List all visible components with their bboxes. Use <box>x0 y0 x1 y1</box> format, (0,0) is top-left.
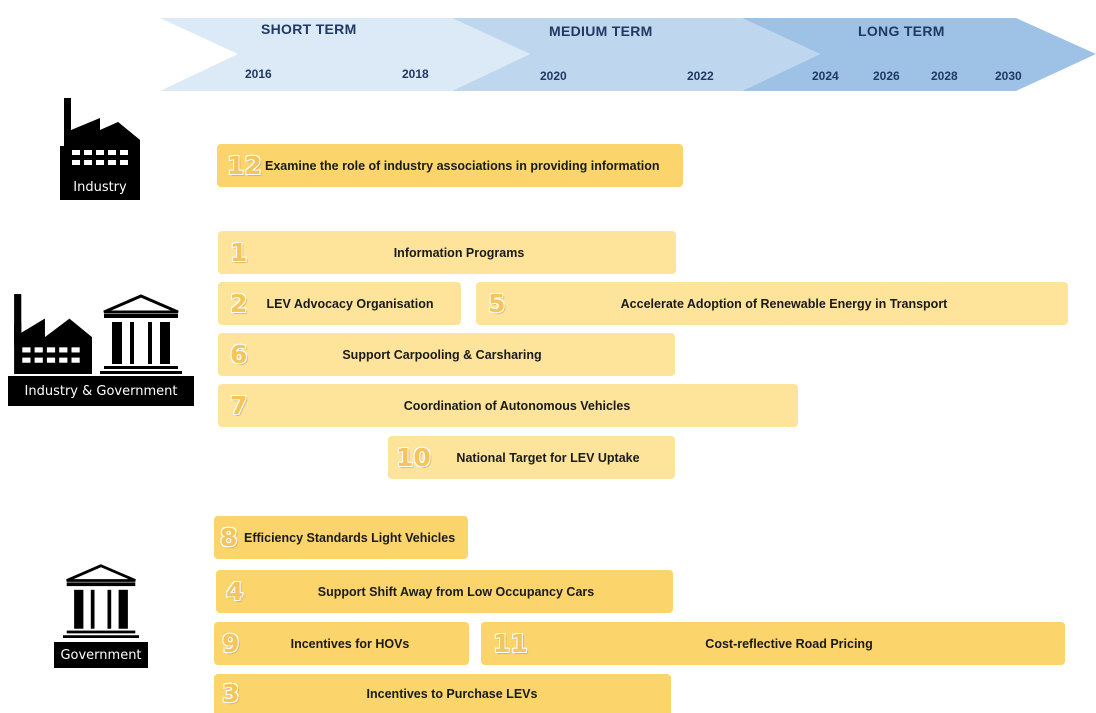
action-number: 8 <box>220 522 238 552</box>
year-label: 2018 <box>402 67 429 81</box>
action-4 <box>216 570 673 613</box>
phase-label-long-term: LONG TERM <box>858 23 945 39</box>
industry-government-caption: Industry & Government <box>8 376 194 406</box>
action-number: 5 <box>488 288 506 318</box>
year-label: 2028 <box>931 69 958 83</box>
action-label: Coordination of Autonomous Vehicles <box>403 398 631 413</box>
action-label: Efficiency Standards Light Vehicles <box>244 530 456 545</box>
action-label: Support Carpooling & Carsharing <box>342 347 542 362</box>
action-number: 9 <box>222 628 240 658</box>
action-number: 12 <box>227 150 262 180</box>
government-caption: Government <box>54 642 148 668</box>
action-number: 3 <box>222 678 240 708</box>
government-building-icon <box>58 562 144 638</box>
action-1 <box>218 231 676 274</box>
industry-actor <box>60 96 140 204</box>
action-label: Incentives for HOVs <box>290 636 410 651</box>
action-number: 10 <box>396 442 431 472</box>
action-6 <box>218 333 675 376</box>
action-label: Support Shift Away from Low Occupancy Cars <box>317 584 595 599</box>
action-label: Accelerate Adoption of Renewable Energy in Transport <box>620 296 948 311</box>
action-2 <box>218 282 461 325</box>
action-number: 4 <box>226 576 244 606</box>
action-label: Cost-reflective Road Pricing <box>705 636 873 651</box>
industry-caption: Industry <box>60 174 140 200</box>
action-12 <box>217 144 683 187</box>
government-building-icon <box>100 292 182 374</box>
year-label: 2030 <box>995 69 1022 83</box>
action-number: 11 <box>493 628 528 658</box>
government-actor <box>54 562 148 670</box>
action-label: Information Programs <box>393 245 525 260</box>
action-number: 1 <box>230 237 248 267</box>
action-number: 2 <box>230 288 248 318</box>
action-11 <box>481 622 1065 665</box>
factory-icon <box>60 96 140 176</box>
action-label: National Target for LEV Uptake <box>456 450 640 465</box>
phase-label-short-term: SHORT TERM <box>261 21 357 37</box>
action-5 <box>476 282 1068 325</box>
action-label: Examine the role of industry associations in providing information <box>265 158 660 173</box>
action-number: 6 <box>230 339 248 369</box>
action-10 <box>388 436 675 479</box>
industry-government-actor <box>8 290 194 408</box>
action-label: Incentives to Purchase LEVs <box>366 686 538 701</box>
action-3 <box>214 674 671 713</box>
phase-label-medium-term: MEDIUM TERM <box>549 23 653 39</box>
action-8 <box>214 516 468 559</box>
year-label: 2016 <box>245 67 272 81</box>
action-number: 7 <box>230 390 248 420</box>
year-label: 2026 <box>873 69 900 83</box>
factory-icon <box>10 292 92 374</box>
year-label: 2022 <box>687 69 714 83</box>
action-label: LEV Advocacy Organisation <box>266 296 434 311</box>
year-label: 2020 <box>540 69 567 83</box>
action-9 <box>214 622 469 665</box>
year-label: 2024 <box>812 69 839 83</box>
action-7 <box>218 384 798 427</box>
